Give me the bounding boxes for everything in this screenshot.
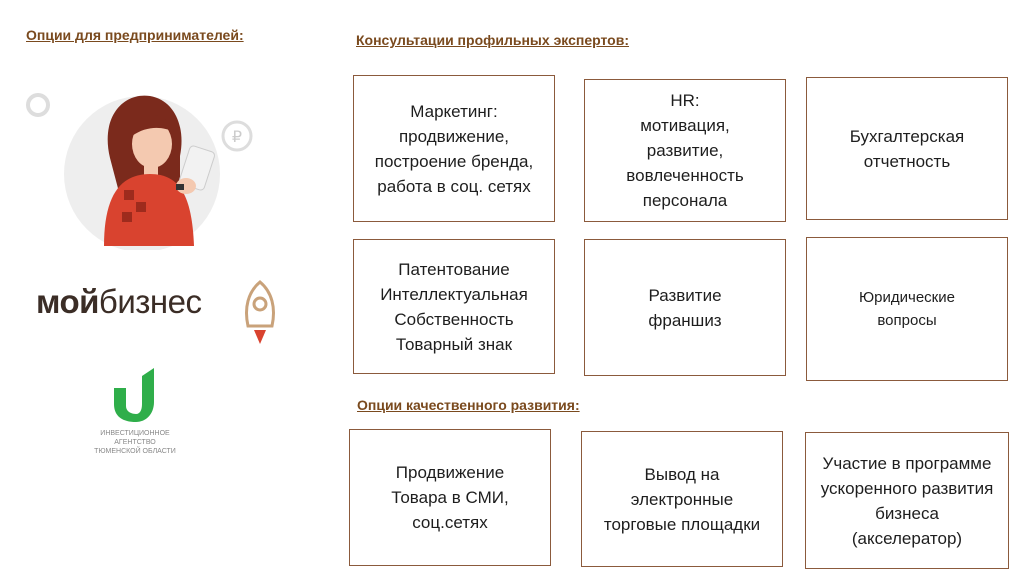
marketplaces-box: Вывод на электронные торговые площадки bbox=[581, 431, 783, 567]
hr-box: HR: мотивация, развитие, вовлеченность персонала bbox=[584, 79, 786, 222]
franchise-box: Развитие франшиз bbox=[584, 239, 786, 376]
accelerator-box: Участие в программе ускоренного развития бизнеса (акселератор) bbox=[805, 432, 1009, 569]
moi-biznes-logo bbox=[36, 283, 201, 321]
patent-box: Патентование Интеллектуальная Собственность Товарный знак bbox=[353, 239, 555, 374]
expert-consultations-heading: Консультации профильных экспертов: bbox=[356, 32, 630, 48]
decor-ring bbox=[28, 95, 48, 115]
media-promotion-box: Продвижение Товара в СМИ, соц.сетях bbox=[349, 429, 551, 566]
agency-logo-icon bbox=[112, 368, 164, 422]
rocket-logo-icon bbox=[238, 278, 282, 348]
legal-box: Юридические вопросы bbox=[806, 237, 1008, 381]
logo-bold-part: мой bbox=[36, 283, 99, 320]
sweater-pattern bbox=[122, 212, 132, 222]
ruble-sign-icon: ₽ bbox=[231, 127, 243, 146]
sweater-pattern bbox=[136, 202, 146, 212]
watch-shape bbox=[176, 184, 184, 190]
woman-with-tablet-illustration bbox=[24, 86, 260, 250]
sweater-pattern bbox=[124, 190, 134, 200]
agency-name: ИНВЕСТИЦИОННОЕ АГЕНТСТВО ТЮМЕНСКОЙ ОБЛАСТИ bbox=[94, 430, 176, 455]
marketing-box: Маркетинг: продвижение, построение бренда, работа в соц. сетях bbox=[353, 75, 555, 222]
options-entrepreneurs-heading: Опции для предпринимателей: bbox=[26, 27, 244, 43]
logo-light-part: бизнес bbox=[98, 283, 202, 320]
quality-development-heading: Опции качественного развития: bbox=[357, 397, 580, 413]
accounting-box: Бухгалтерская отчетность bbox=[806, 77, 1008, 220]
